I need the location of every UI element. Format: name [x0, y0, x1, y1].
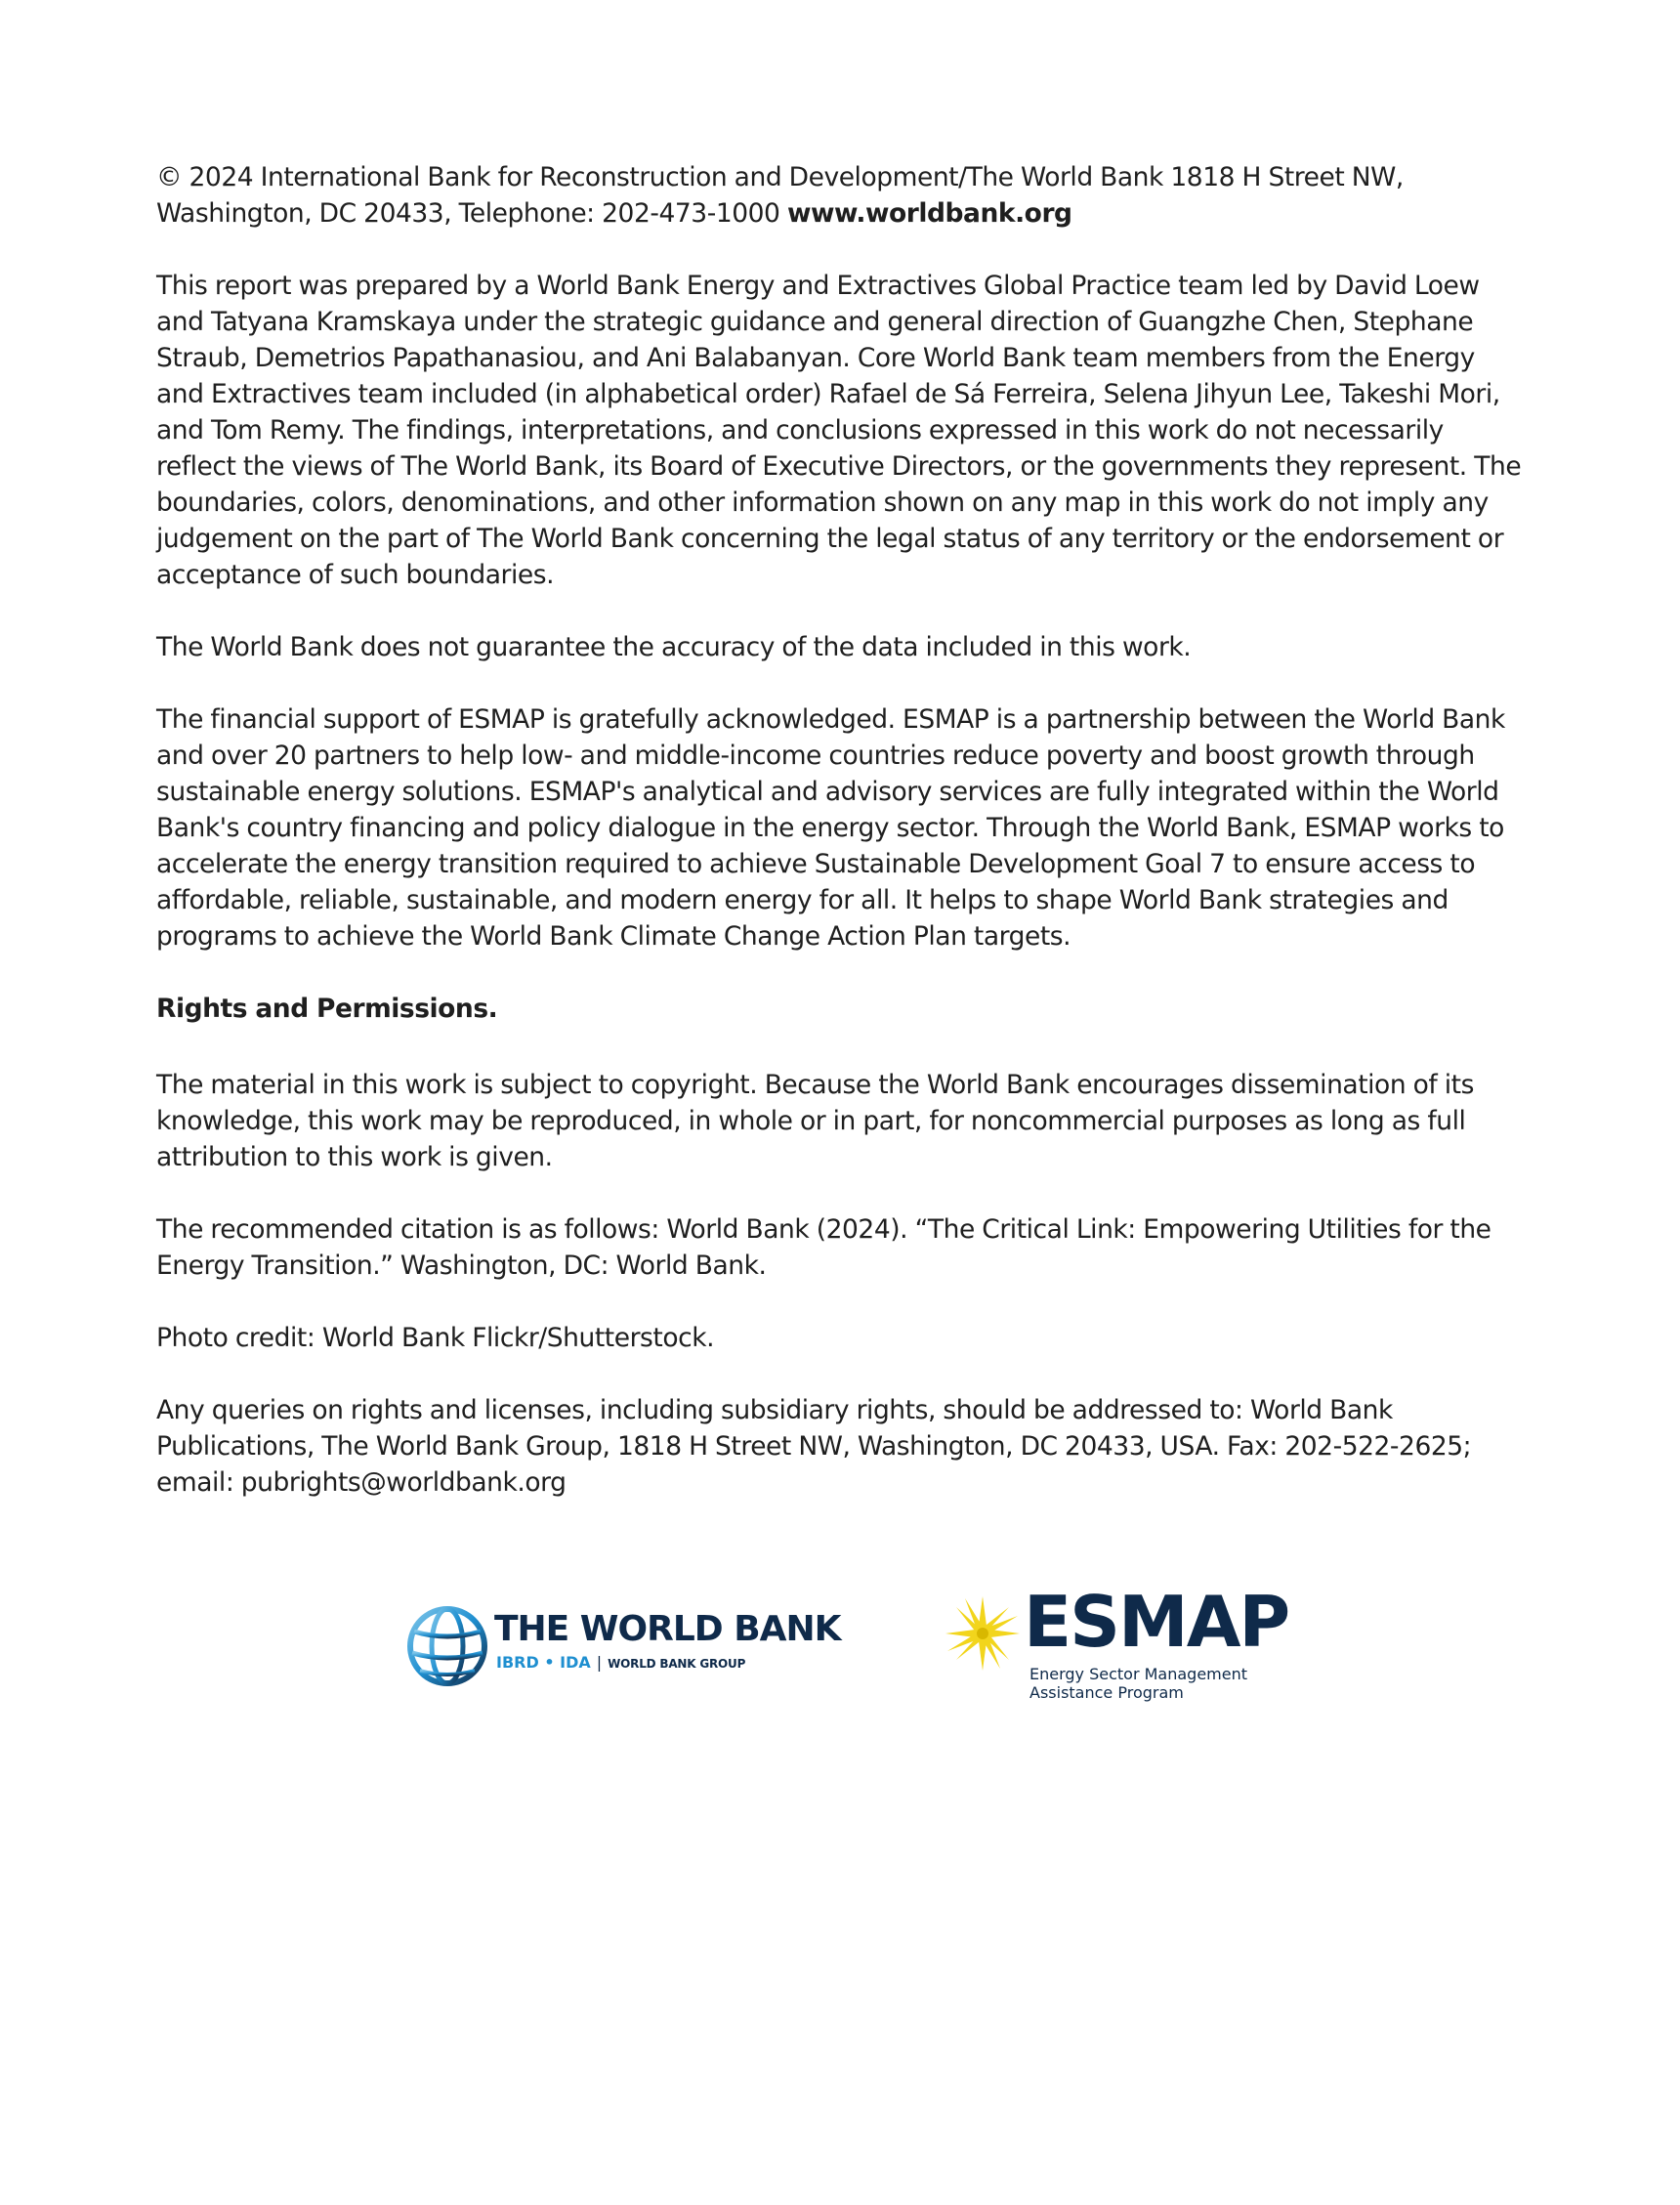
- website-link[interactable]: www.worldbank.org: [786, 198, 1072, 229]
- globe-icon: [404, 1602, 492, 1690]
- copyright-text: © 2024 International Bank for Reconstruction and Development/The World Bank 1818 H Street NW, Washington, DC 20433, Telephone: 202-473-1000: [156, 162, 1404, 229]
- world-bank-group-label: WORLD BANK GROUP: [608, 1657, 746, 1671]
- world-bank-logo: [404, 1602, 841, 1700]
- esmap-subtitle-line2: Assistance Program: [1029, 1683, 1184, 1702]
- world-bank-tagline: [496, 1653, 745, 1674]
- world-bank-wordmark: THE WORLD BANK: [494, 1609, 841, 1649]
- logo-row: [0, 1583, 1680, 1719]
- queries-paragraph: Any queries on rights and licenses, including subsidiary rights, should be addressed to: World Bank Publications, The World Bank Group, 1818 H Street NW, Washington, DC 20433, USA. Fax: 202-522-2625; email: pubrights@worldbank.org: [156, 1395, 1472, 1498]
- esmap-logo: [944, 1583, 1295, 1719]
- document-body: [156, 159, 1524, 1501]
- esmap-support-paragraph: The financial support of ESMAP is gratefully acknowledged. ESMAP is a partnership between the World Bank and over 20 partners to help low- and middle-income countries reduce poverty and boost growth through sustainable energy solutions. ESMAP's analytical and advisory services are fully integrated within the World Bank's country financing and policy dialogue in the energy sector. Through the World Bank, ESMAP works to accelerate the energy transition required to achieve Sustainable Development Goal 7 to ensure access to affordable, reliable, sustainable, and modern energy for all. It helps to shape World Bank strategies and programs to achieve the World Bank Climate Change Action Plan targets.: [156, 704, 1505, 952]
- tagline-separator: |: [596, 1653, 603, 1672]
- sunburst-icon: [944, 1594, 1022, 1673]
- accuracy-disclaimer: The World Bank does not guarantee the accuracy of the data included in this work.: [156, 632, 1192, 662]
- prepared-by-paragraph: This report was prepared by a World Bank Energy and Extractives Global Practice team led by David Loew and Tatyana Kramskaya under the strategic guidance and general direction of Guangzhe Chen, Stephane Straub, Demetrios Papathanasiou, and Ani Balabanyan. Core World Bank team members from the Energy and Extractives team included (in alphabetical order) Rafael de Sá Ferreira, Selena Jihyun Lee, Takeshi Mori, and Tom Remy. The findings, interpretations, and conclusions expressed in this work do not necessarily reflect the views of The World Bank, its Board of Executive Directors, or the governments they represent. The boundaries, colors, denominations, and other information shown on any map in this work do not imply any judgement on the part of The World Bank concerning the legal status of any territory or the endorsement or acceptance of such boundaries.: [156, 271, 1522, 590]
- copyright-notice: [156, 159, 1524, 232]
- esmap-subtitle: [1029, 1665, 1247, 1702]
- esmap-wordmark: ESMAP: [1024, 1581, 1289, 1663]
- citation-paragraph: The recommended citation is as follows: World Bank (2024). “The Critical Link: Empowering Utilities for the Energy Transition.” Washington, DC: World Bank.: [156, 1214, 1491, 1281]
- rights-heading: Rights and Permissions.: [156, 994, 498, 1024]
- ibrd-ida-label: IBRD • IDA: [496, 1653, 591, 1672]
- photo-credit: Photo credit: World Bank Flickr/Shutterstock.: [156, 1323, 715, 1353]
- material-paragraph: The material in this work is subject to copyright. Because the World Bank encourages dissemination of its knowledge, this work may be reproduced, in whole or in part, for noncommercial purposes as long as full attribution to this work is given.: [156, 1070, 1474, 1172]
- esmap-subtitle-line1: Energy Sector Management: [1029, 1665, 1248, 1683]
